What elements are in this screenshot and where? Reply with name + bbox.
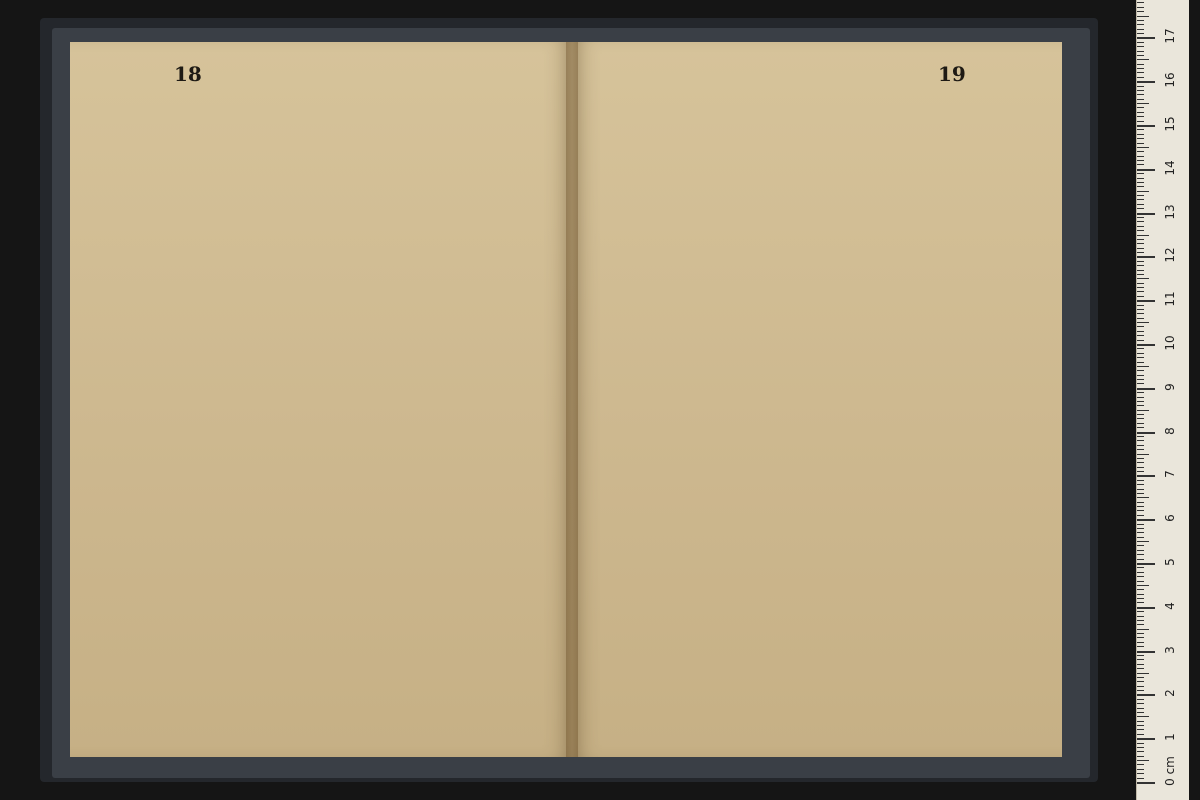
ruler-label: 6 — [1163, 514, 1177, 523]
ruler-tick — [1137, 287, 1144, 288]
ruler-tick — [1137, 265, 1144, 266]
ruler-tick — [1137, 611, 1144, 612]
ruler-tick — [1137, 751, 1144, 752]
ruler-tick — [1137, 208, 1144, 209]
ruler-tick — [1137, 585, 1149, 586]
ruler-tick — [1137, 506, 1144, 507]
ruler-label: 10 — [1163, 335, 1177, 351]
ruler-label: 9 — [1163, 382, 1177, 391]
ruler-tick — [1137, 37, 1155, 39]
ruler-tick — [1137, 68, 1144, 69]
ruler-tick — [1137, 195, 1144, 196]
ruler-tick — [1137, 81, 1155, 83]
ruler-tick — [1137, 563, 1155, 565]
ruler-tick — [1137, 305, 1144, 306]
ruler-label: 4 — [1163, 601, 1177, 610]
ruler-tick — [1137, 388, 1155, 390]
left-page-number: 18 — [174, 62, 202, 86]
ruler-tick — [1137, 467, 1144, 468]
ruler-tick — [1137, 515, 1144, 516]
ruler-tick — [1137, 348, 1144, 349]
ruler-tick — [1137, 29, 1144, 30]
ruler-tick — [1137, 668, 1144, 669]
ruler-tick — [1137, 274, 1144, 275]
ruler-tick — [1137, 353, 1144, 354]
ruler-tick — [1137, 256, 1155, 258]
ruler-tick — [1137, 655, 1144, 656]
ruler-tick — [1137, 191, 1149, 192]
ruler-tick — [1137, 370, 1144, 371]
ruler-tick — [1137, 445, 1144, 446]
ruler-label: 0 cm — [1163, 756, 1177, 786]
ruler-tick — [1137, 589, 1144, 590]
ruler-tick — [1137, 99, 1144, 100]
ruler-tick — [1137, 725, 1144, 726]
ruler-tick — [1137, 738, 1155, 740]
ruler-tick — [1137, 510, 1144, 511]
ruler-tick — [1137, 103, 1149, 104]
ruler-tick — [1137, 699, 1144, 700]
ruler-tick — [1137, 94, 1144, 95]
ruler-tick — [1137, 690, 1144, 691]
ruler-tick — [1137, 129, 1144, 130]
ruler-tick — [1137, 138, 1144, 139]
ruler-tick — [1137, 721, 1144, 722]
ruler-tick — [1137, 261, 1144, 262]
ruler-tick — [1137, 335, 1144, 336]
ruler-label: 2 — [1163, 689, 1177, 698]
ruler-tick — [1137, 397, 1144, 398]
ruler-tick — [1137, 440, 1144, 441]
ruler-tick — [1137, 664, 1144, 665]
ruler-tick — [1137, 217, 1144, 218]
ruler-tick — [1137, 46, 1144, 47]
ruler-label: 14 — [1163, 160, 1177, 176]
ruler-tick — [1137, 313, 1144, 314]
ruler-tick — [1137, 541, 1149, 542]
ruler-tick — [1137, 252, 1144, 253]
ruler-tick — [1137, 164, 1144, 165]
ruler-tick — [1137, 147, 1149, 148]
ruler-tick — [1137, 462, 1144, 463]
ruler-tick — [1137, 537, 1144, 538]
ruler-tick — [1137, 24, 1144, 25]
ruler-tick — [1137, 383, 1144, 384]
ruler-tick — [1137, 554, 1144, 555]
ruler-tick — [1137, 677, 1144, 678]
ruler-tick — [1137, 694, 1155, 696]
ruler-label: 15 — [1163, 116, 1177, 132]
ruler-tick — [1137, 708, 1144, 709]
ruler-tick — [1137, 357, 1144, 358]
ruler-tick — [1137, 427, 1144, 428]
ruler-tick — [1137, 107, 1144, 108]
ruler-tick — [1137, 747, 1144, 748]
ruler-label: 12 — [1163, 247, 1177, 264]
ruler-tick — [1137, 703, 1144, 704]
ruler-tick — [1137, 633, 1144, 634]
ruler-tick — [1137, 405, 1144, 406]
ruler-tick — [1137, 581, 1144, 582]
ruler-tick — [1137, 616, 1144, 617]
ruler-tick — [1137, 673, 1149, 674]
ruler-tick — [1137, 143, 1144, 144]
ruler-tick — [1137, 598, 1144, 599]
ruler-tick — [1137, 16, 1149, 17]
ruler-tick — [1137, 729, 1144, 730]
ruler-tick — [1137, 51, 1144, 52]
ruler-tick — [1137, 572, 1144, 573]
ruler-tick — [1137, 33, 1144, 34]
ruler-tick — [1137, 90, 1144, 91]
ruler-tick — [1137, 186, 1144, 187]
ruler-tick — [1137, 340, 1144, 341]
ruler-tick — [1137, 291, 1144, 292]
ruler-tick — [1137, 436, 1144, 437]
ruler-tick — [1137, 151, 1144, 152]
ruler-tick — [1137, 270, 1144, 271]
ruler-tick — [1137, 756, 1144, 757]
ruler-tick — [1137, 550, 1144, 551]
ruler-tick — [1137, 576, 1144, 577]
ruler-tick — [1137, 2, 1144, 3]
ruler-tick — [1137, 11, 1144, 12]
ruler-tick — [1137, 764, 1144, 765]
ruler-label: 16 — [1163, 72, 1177, 88]
ruler-tick — [1137, 77, 1144, 78]
ruler-tick — [1137, 116, 1144, 117]
ruler-tick — [1137, 178, 1144, 179]
right-page — [572, 42, 1062, 757]
ruler-tick — [1137, 362, 1144, 363]
ruler-tick — [1137, 594, 1144, 595]
ruler-tick — [1137, 169, 1155, 171]
ruler-label: 8 — [1163, 426, 1177, 435]
ruler-tick — [1137, 331, 1144, 332]
ruler-tick — [1137, 432, 1155, 434]
right-page-number: 19 — [938, 62, 966, 86]
ruler-tick — [1137, 769, 1144, 770]
ruler-tick — [1137, 278, 1149, 279]
ruler-tick — [1137, 160, 1144, 161]
ruler-tick — [1137, 121, 1144, 122]
ruler-tick — [1137, 243, 1144, 244]
ruler-tick — [1137, 651, 1155, 653]
ruler-tick — [1137, 528, 1144, 529]
left-page — [70, 42, 572, 757]
ruler-tick — [1137, 734, 1144, 735]
ruler-tick — [1137, 221, 1144, 222]
ruler-tick — [1137, 423, 1144, 424]
ruler-tick — [1137, 112, 1144, 113]
ruler-tick — [1137, 471, 1144, 472]
ruler-tick — [1137, 125, 1155, 127]
ruler-tick — [1137, 309, 1144, 310]
ruler-label: 5 — [1163, 558, 1177, 566]
ruler-tick — [1137, 230, 1144, 231]
ruler-tick — [1137, 567, 1144, 568]
ruler-tick — [1137, 296, 1144, 297]
ruler-tick — [1137, 559, 1144, 560]
ruler-tick — [1137, 173, 1144, 174]
ruler-tick — [1137, 226, 1144, 227]
ruler-tick — [1137, 773, 1144, 774]
ruler-tick — [1137, 42, 1144, 43]
ruler-tick — [1137, 366, 1149, 367]
ruler-tick — [1137, 454, 1149, 455]
ruler-tick — [1137, 624, 1144, 625]
ruler-tick — [1137, 72, 1144, 73]
ruler-tick — [1137, 86, 1144, 87]
ruler-tick — [1137, 392, 1144, 393]
ruler-tick — [1137, 607, 1155, 609]
ruler-tick — [1137, 782, 1155, 784]
book-gutter — [566, 42, 578, 757]
ruler-tick — [1137, 545, 1144, 546]
ruler-tick — [1137, 475, 1155, 477]
ruler-tick — [1137, 778, 1144, 779]
ruler-tick — [1137, 502, 1144, 503]
ruler-tick — [1137, 458, 1144, 459]
ruler-tick — [1137, 7, 1144, 8]
ruler-tick — [1137, 379, 1144, 380]
ruler-tick — [1137, 646, 1144, 647]
ruler-tick — [1137, 532, 1144, 533]
ruler-tick — [1137, 204, 1144, 205]
ruler-tick — [1137, 134, 1144, 135]
ruler-tick — [1137, 283, 1144, 284]
ruler-tick — [1137, 418, 1144, 419]
ruler-tick — [1137, 686, 1144, 687]
ruler-tick — [1137, 716, 1149, 717]
measuring-ruler — [1136, 0, 1189, 800]
ruler-tick — [1137, 642, 1144, 643]
ruler-tick — [1137, 519, 1155, 521]
ruler-tick — [1137, 497, 1149, 498]
ruler-label: 1 — [1163, 733, 1177, 742]
ruler-tick — [1137, 199, 1144, 200]
ruler-label: 3 — [1163, 645, 1177, 654]
ruler-label: 11 — [1163, 291, 1177, 307]
ruler-tick — [1137, 20, 1144, 21]
ruler-label: 13 — [1163, 203, 1177, 220]
ruler-tick — [1137, 239, 1144, 240]
ruler-tick — [1137, 629, 1149, 630]
ruler-tick — [1137, 55, 1144, 56]
ruler-tick — [1137, 484, 1144, 485]
ruler-tick — [1137, 480, 1144, 481]
ruler-tick — [1137, 401, 1144, 402]
ruler-tick — [1137, 59, 1149, 60]
ruler-label: 17 — [1163, 28, 1177, 45]
ruler-tick — [1137, 493, 1144, 494]
ruler-tick — [1137, 300, 1155, 302]
ruler-tick — [1137, 213, 1155, 215]
ruler-tick — [1137, 248, 1144, 249]
ruler-tick — [1137, 64, 1144, 65]
ruler-label: 7 — [1163, 470, 1177, 479]
ruler-tick — [1137, 326, 1144, 327]
ruler-tick — [1137, 414, 1144, 415]
ruler-tick — [1137, 681, 1144, 682]
ruler-tick — [1137, 375, 1144, 376]
ruler-tick — [1137, 235, 1149, 236]
ruler-tick — [1137, 182, 1144, 183]
ruler-tick — [1137, 410, 1149, 411]
ruler-tick — [1137, 637, 1144, 638]
ruler-tick — [1137, 602, 1144, 603]
ruler-tick — [1137, 322, 1149, 323]
ruler-tick — [1137, 760, 1149, 761]
ruler-tick — [1137, 620, 1144, 621]
ruler-tick — [1137, 156, 1144, 157]
ruler-tick — [1137, 712, 1144, 713]
ruler-tick — [1137, 449, 1144, 450]
ruler-tick — [1137, 524, 1144, 525]
ruler-tick — [1137, 659, 1144, 660]
ruler-tick — [1137, 318, 1144, 319]
ruler-tick — [1137, 344, 1155, 346]
ruler-tick — [1137, 489, 1144, 490]
ruler-tick — [1137, 743, 1144, 744]
